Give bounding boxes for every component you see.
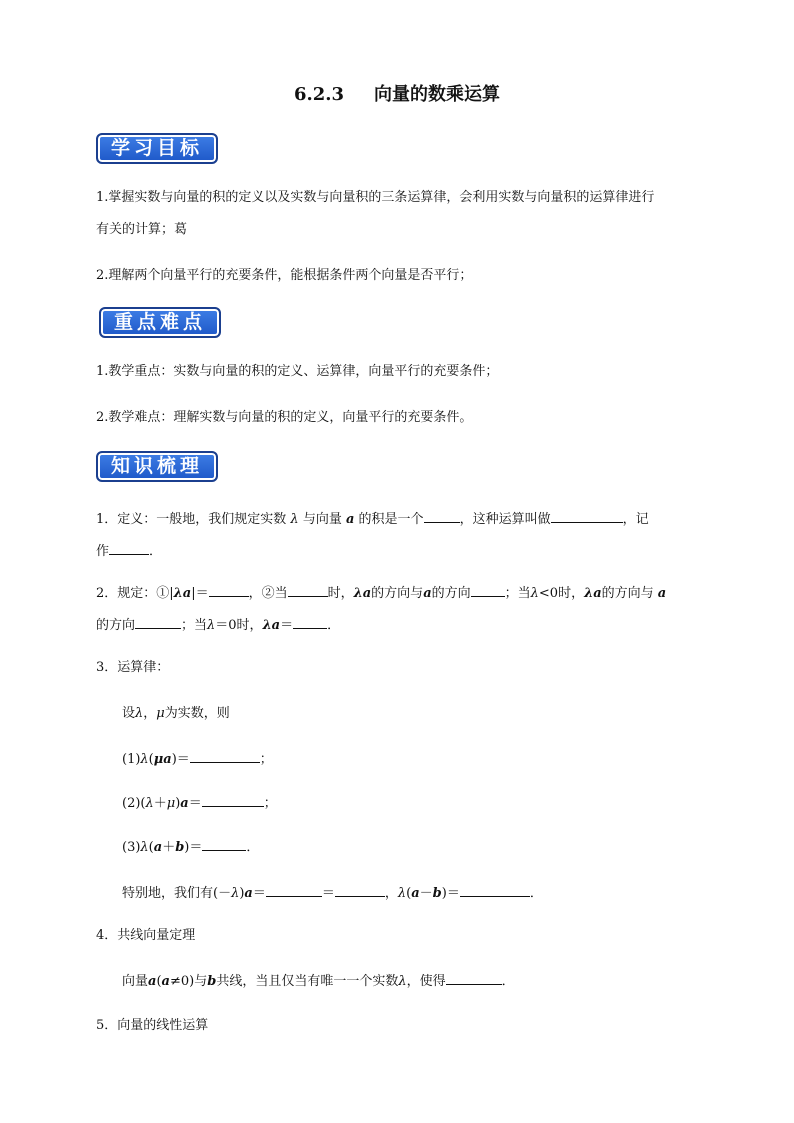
blank — [202, 792, 264, 807]
collinear-title: 4．共线向量定理 — [96, 928, 196, 943]
blank — [424, 508, 460, 523]
rule-line-2: 的方向 ；当λ＝0时，λa＝ ． — [96, 614, 699, 636]
blank — [460, 882, 530, 897]
blank — [446, 970, 502, 985]
blank — [551, 508, 623, 523]
keypoints-badge: 重点难点 — [99, 307, 221, 338]
title-text: 向量的数乘运算 — [374, 84, 501, 105]
objective-1-line-1: 1.掌握实数与向量的积的定义以及实数与向量积的三条运算律，会利用实数与向量积的运算律进行 — [96, 190, 655, 205]
blank — [335, 882, 385, 897]
objectives-badge: 学习目标 — [96, 133, 218, 164]
keypoint-2: 2.教学难点：理解实数与向量的积的定义，向量平行的充要条件。 — [96, 410, 473, 425]
blank — [471, 582, 505, 597]
laws-intro: 设λ，μ为实数，则 — [122, 706, 230, 721]
blank — [109, 540, 149, 555]
blank — [293, 614, 327, 629]
law-special: 特别地，我们有(－λ)a＝ ＝ ，λ(a－b)＝ ． — [122, 882, 699, 904]
blank — [202, 836, 246, 851]
knowledge-badge: 知识梳理 — [96, 451, 218, 482]
blank — [266, 882, 322, 897]
section-number: 6.2.3 — [293, 84, 345, 105]
blank — [209, 582, 249, 597]
blank — [190, 748, 260, 763]
rule-line-1: 2．规定：①|λa|＝ ，②当 时，λa的方向与a的方向 ；当λ<0时，λa的方向与 a — [96, 582, 699, 604]
laws-title: 3．运算律： — [96, 660, 170, 675]
blank — [288, 582, 328, 597]
blank — [135, 614, 181, 629]
law-2: (2)(λ＋μ)a＝ ； — [122, 792, 699, 814]
objective-1-line-2: 有关的计算；葛 — [96, 222, 188, 237]
keypoint-1: 1.教学重点：实数与向量的积的定义、运算律，向量平行的充要条件； — [96, 364, 499, 379]
page-title — [0, 80, 794, 106]
linear-title: 5．向量的线性运算 — [96, 1018, 209, 1033]
collinear-statement: 向量a(a≠0)与b共线，当且仅当有唯一一个实数λ，使得 ． — [122, 970, 699, 992]
definition-line-2: 作 ． — [96, 540, 699, 562]
definition-line-1: 1．定义：一般地，我们规定实数 λ 与向量 a 的积是一个 ，这种运算叫做 ，记 — [96, 508, 699, 530]
objective-2: 2.理解两个向量平行的充要条件，能根据条件两个向量是否平行； — [96, 268, 473, 283]
law-3: (3)λ(a＋b)＝ ． — [122, 836, 699, 858]
law-1: (1)λ(μa)＝ ； — [122, 748, 699, 770]
